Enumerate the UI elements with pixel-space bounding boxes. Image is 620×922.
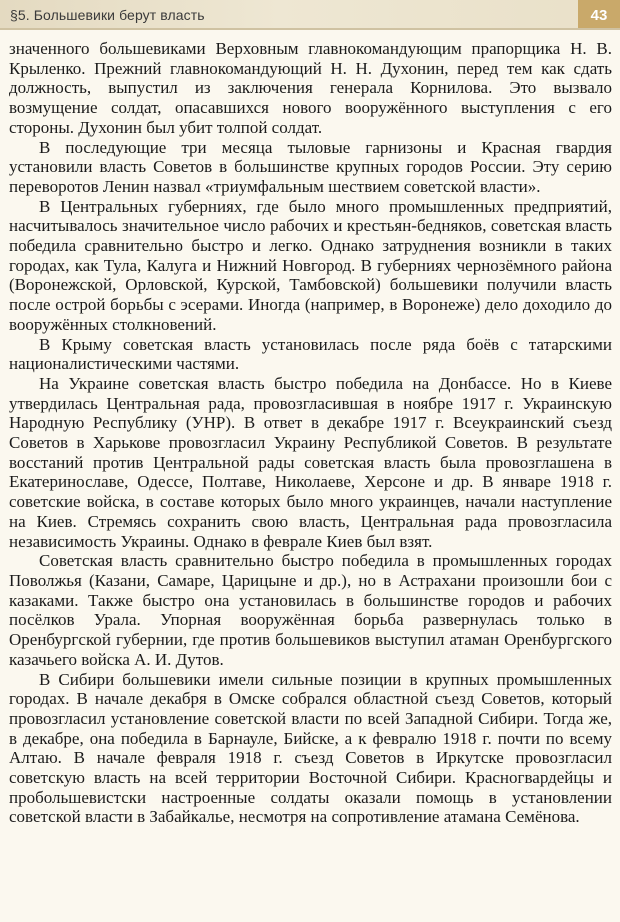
paragraph-4: В Крыму советская власть установилась после ряда боёв с татарскими националистическими частями.: [9, 334, 612, 374]
section-title: §5. Большевики берут власть: [10, 7, 205, 23]
paragraph-7: В Сибири большевики имели сильные позиции в крупных промышленных городах. В начале декабря в Омске собрался областной съезд Советов, который провозгласил установление советской власти по всей Западной Сибири. Тогда же, в декабре, она победила в Барнауле, Бийске, а к февралю 1918 г. почти по всему Алтаю. В начале февраля 1918 г. съезд Советов в Иркутске провозгласил советскую власть на всей территории Восточной Сибири. Красногвардейцы и пробольшевистски настроенные солдаты оказали помощь в установлении советской власти в Забайкалье, несмотря на сопротивление атамана Семёнова.: [9, 669, 612, 827]
page-body: [9, 39, 612, 827]
paragraph-2: В последующие три месяца тыловые гарнизоны и Красная гвардия установили власть Советов в большинстве крупных городов России. Эту серию переворотов Ленин назвал «триумфальным шествием советской власти».: [9, 137, 612, 196]
page-number: 43: [578, 0, 620, 30]
page-header: [0, 0, 620, 30]
paragraph-3: В Центральных губерниях, где было много промышленных предприятий, насчитывалось значительное число рабочих и крестьян-бедняков, советская власть победила сравнительно быстро и легко. Однако затруднения возникли в таких городах, как Тула, Калуга и Нижний Новгород. В губерниях чернозёмного района (Воронежской, Орловской, Курской, Тамбовской) большевики получили власть после острой борьбы с эсерами. Иногда (например, в Воронеже) дело доходило до вооружённых столкновений.: [9, 196, 612, 334]
paragraph-1: значенного большевиками Верховным главнокомандующим прапорщика Н. В. Крыленко. Прежний главнокомандующий Н. Н. Духонин, перед тем как сдать должность, выпустил из заключения генерала Корнилова. Это вызвало возмущение солдат, опасавшихся нового вооружённого выступления с его стороны. Духонин был убит толпой солдат.: [9, 39, 612, 137]
paragraph-6: Советская власть сравнительно быстро победила в промышленных городах Поволжья (Казани, Самаре, Царицыне и др.), но в Астрахани произошли бои с казаками. Также быстро она установилась в большинстве городов и рабочих посёлков Урала. Упорная вооружённая борьба развернулась только в Оренбургской губернии, где против большевиков выступил атаман Оренбургского казачьего войска А. И. Дутов.: [9, 551, 612, 669]
paragraph-5: На Украине советская власть быстро победила на Донбассе. Но в Киеве утвердилась Центральная рада, провозгласившая в ноябре 1917 г. Украинскую Народную Республику (УНР). В ответ в декабре 1917 г. Всеукраинский съезд Советов в Харькове провозгласил Украину Республикой Советов. В результате восстаний против Центральной рады советская власть была провозглашена в Екатеринославе, Одессе, Полтаве, Николаеве, Херсоне и др. В январе 1918 г. советские войска, в составе которых было много украинцев, начали наступление на Киев. Стремясь сохранить свою власть, Центральная рада провозгласила независимость Украины. Однако в феврале Киев был взят.: [9, 373, 612, 551]
